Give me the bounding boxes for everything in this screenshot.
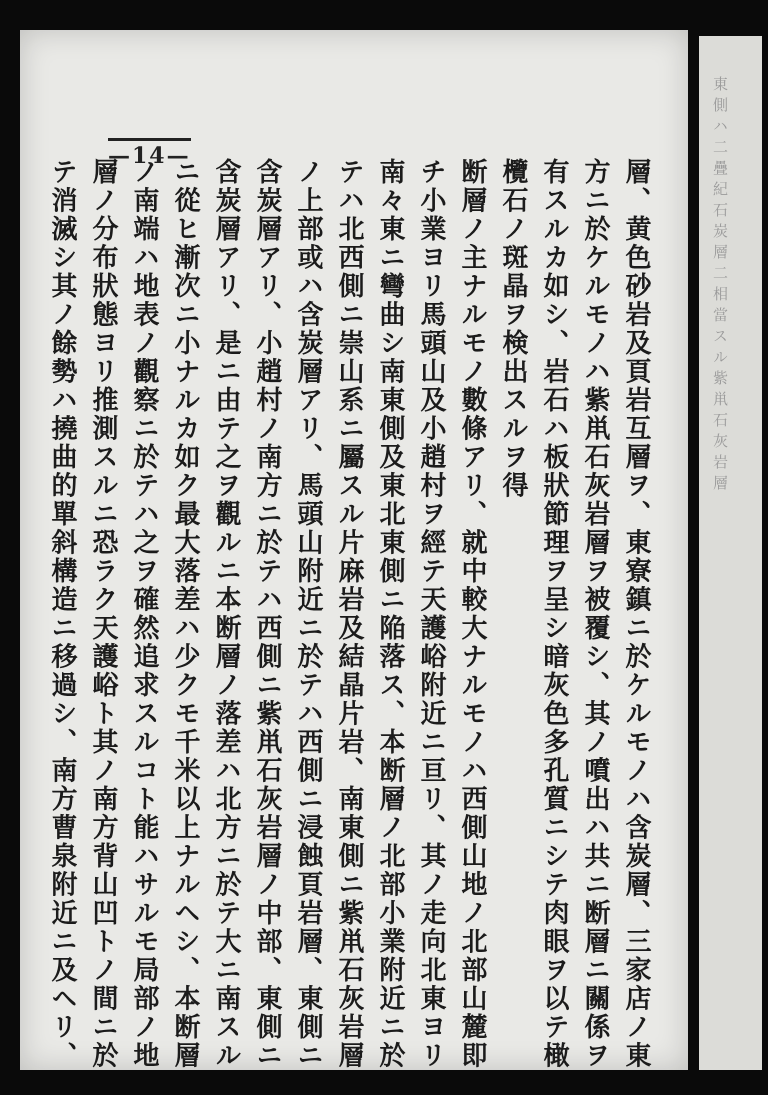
text-column: 層、黄色砂岩及頁岩互層ヲ、東寮鎮ニ於ケルモノハ含炭層、三家店ノ東 <box>621 158 651 1070</box>
page-number: —14— <box>108 138 191 169</box>
text-column: 欖石ノ斑晶ヲ検出スルヲ得 <box>498 158 528 500</box>
text-column: ノ上部或ハ含炭層アリ、馬頭山附近ニ於テハ西側ニ浸蝕頁岩層、東側ニ <box>293 158 323 1070</box>
text-column: テハ北西側ニ崇山系ニ屬スル片麻岩及結晶片岩、南東側ニ紫鼡石灰岩層 <box>334 158 364 1070</box>
text-column: 有スルカ如シ、岩石ハ板狀節理ヲ呈シ暗灰色多孔質ニシテ肉眼ヲ以テ橄 <box>539 158 569 1070</box>
text-column: 断層ノ主ナルモノ數條アリ、就中較大ナルモノハ西側山地ノ北部山麓即 <box>457 158 487 1070</box>
text-column: 南々東ニ彎曲シ南東側及東北東側ニ陥落ス、本断層ノ北部小業附近ニ於 <box>375 158 405 1070</box>
text-column: ニ從ヒ漸次ニ小ナルカ如ク最大落差ハ少クモ千米以上ナルヘシ、本断層 <box>170 158 200 1070</box>
text-column: 含炭層アリ、小趙村ノ南方ニ於テハ西側ニ紫鼡石灰岩層ノ中部、東側ニ <box>252 158 282 1070</box>
text-column: ノ南端ハ地表ノ觀察ニ於テハ之ヲ確然追求スルコト能ハサルモ局部ノ地 <box>129 158 159 1070</box>
text-column: 層ノ分布狀態ヨリ推測スルニ恐ラク天護峪ト其ノ南方背山凹トノ間ニ於 <box>88 158 118 1070</box>
adjacent-page-bleed-text: 東側ハ二疊紀石炭層二相當スル紫鼡石灰岩層 <box>711 76 729 496</box>
text-column: テ消滅シ其ノ餘勢ハ撓曲的單斜構造ニ移過シ、南方曹泉附近ニ及ヘリ、 <box>47 158 77 1070</box>
adjacent-page-edge <box>699 36 762 1070</box>
text-column: 方ニ於ケルモノハ紫鼡石灰岩層ヲ被覆シ、其ノ噴出ハ共ニ断層ニ關係ヲ <box>580 158 610 1070</box>
text-column: チ小業ヨリ馬頭山及小趙村ヲ經テ天護峪附近ニ亘リ、其ノ走向北東ヨリ <box>416 158 446 1070</box>
body-text <box>41 158 656 1070</box>
text-column: 含炭層アリ、是ニ由テ之ヲ觀ルニ本断層ノ落差ハ北方ニ於テ大ニ南スル <box>211 158 241 1070</box>
